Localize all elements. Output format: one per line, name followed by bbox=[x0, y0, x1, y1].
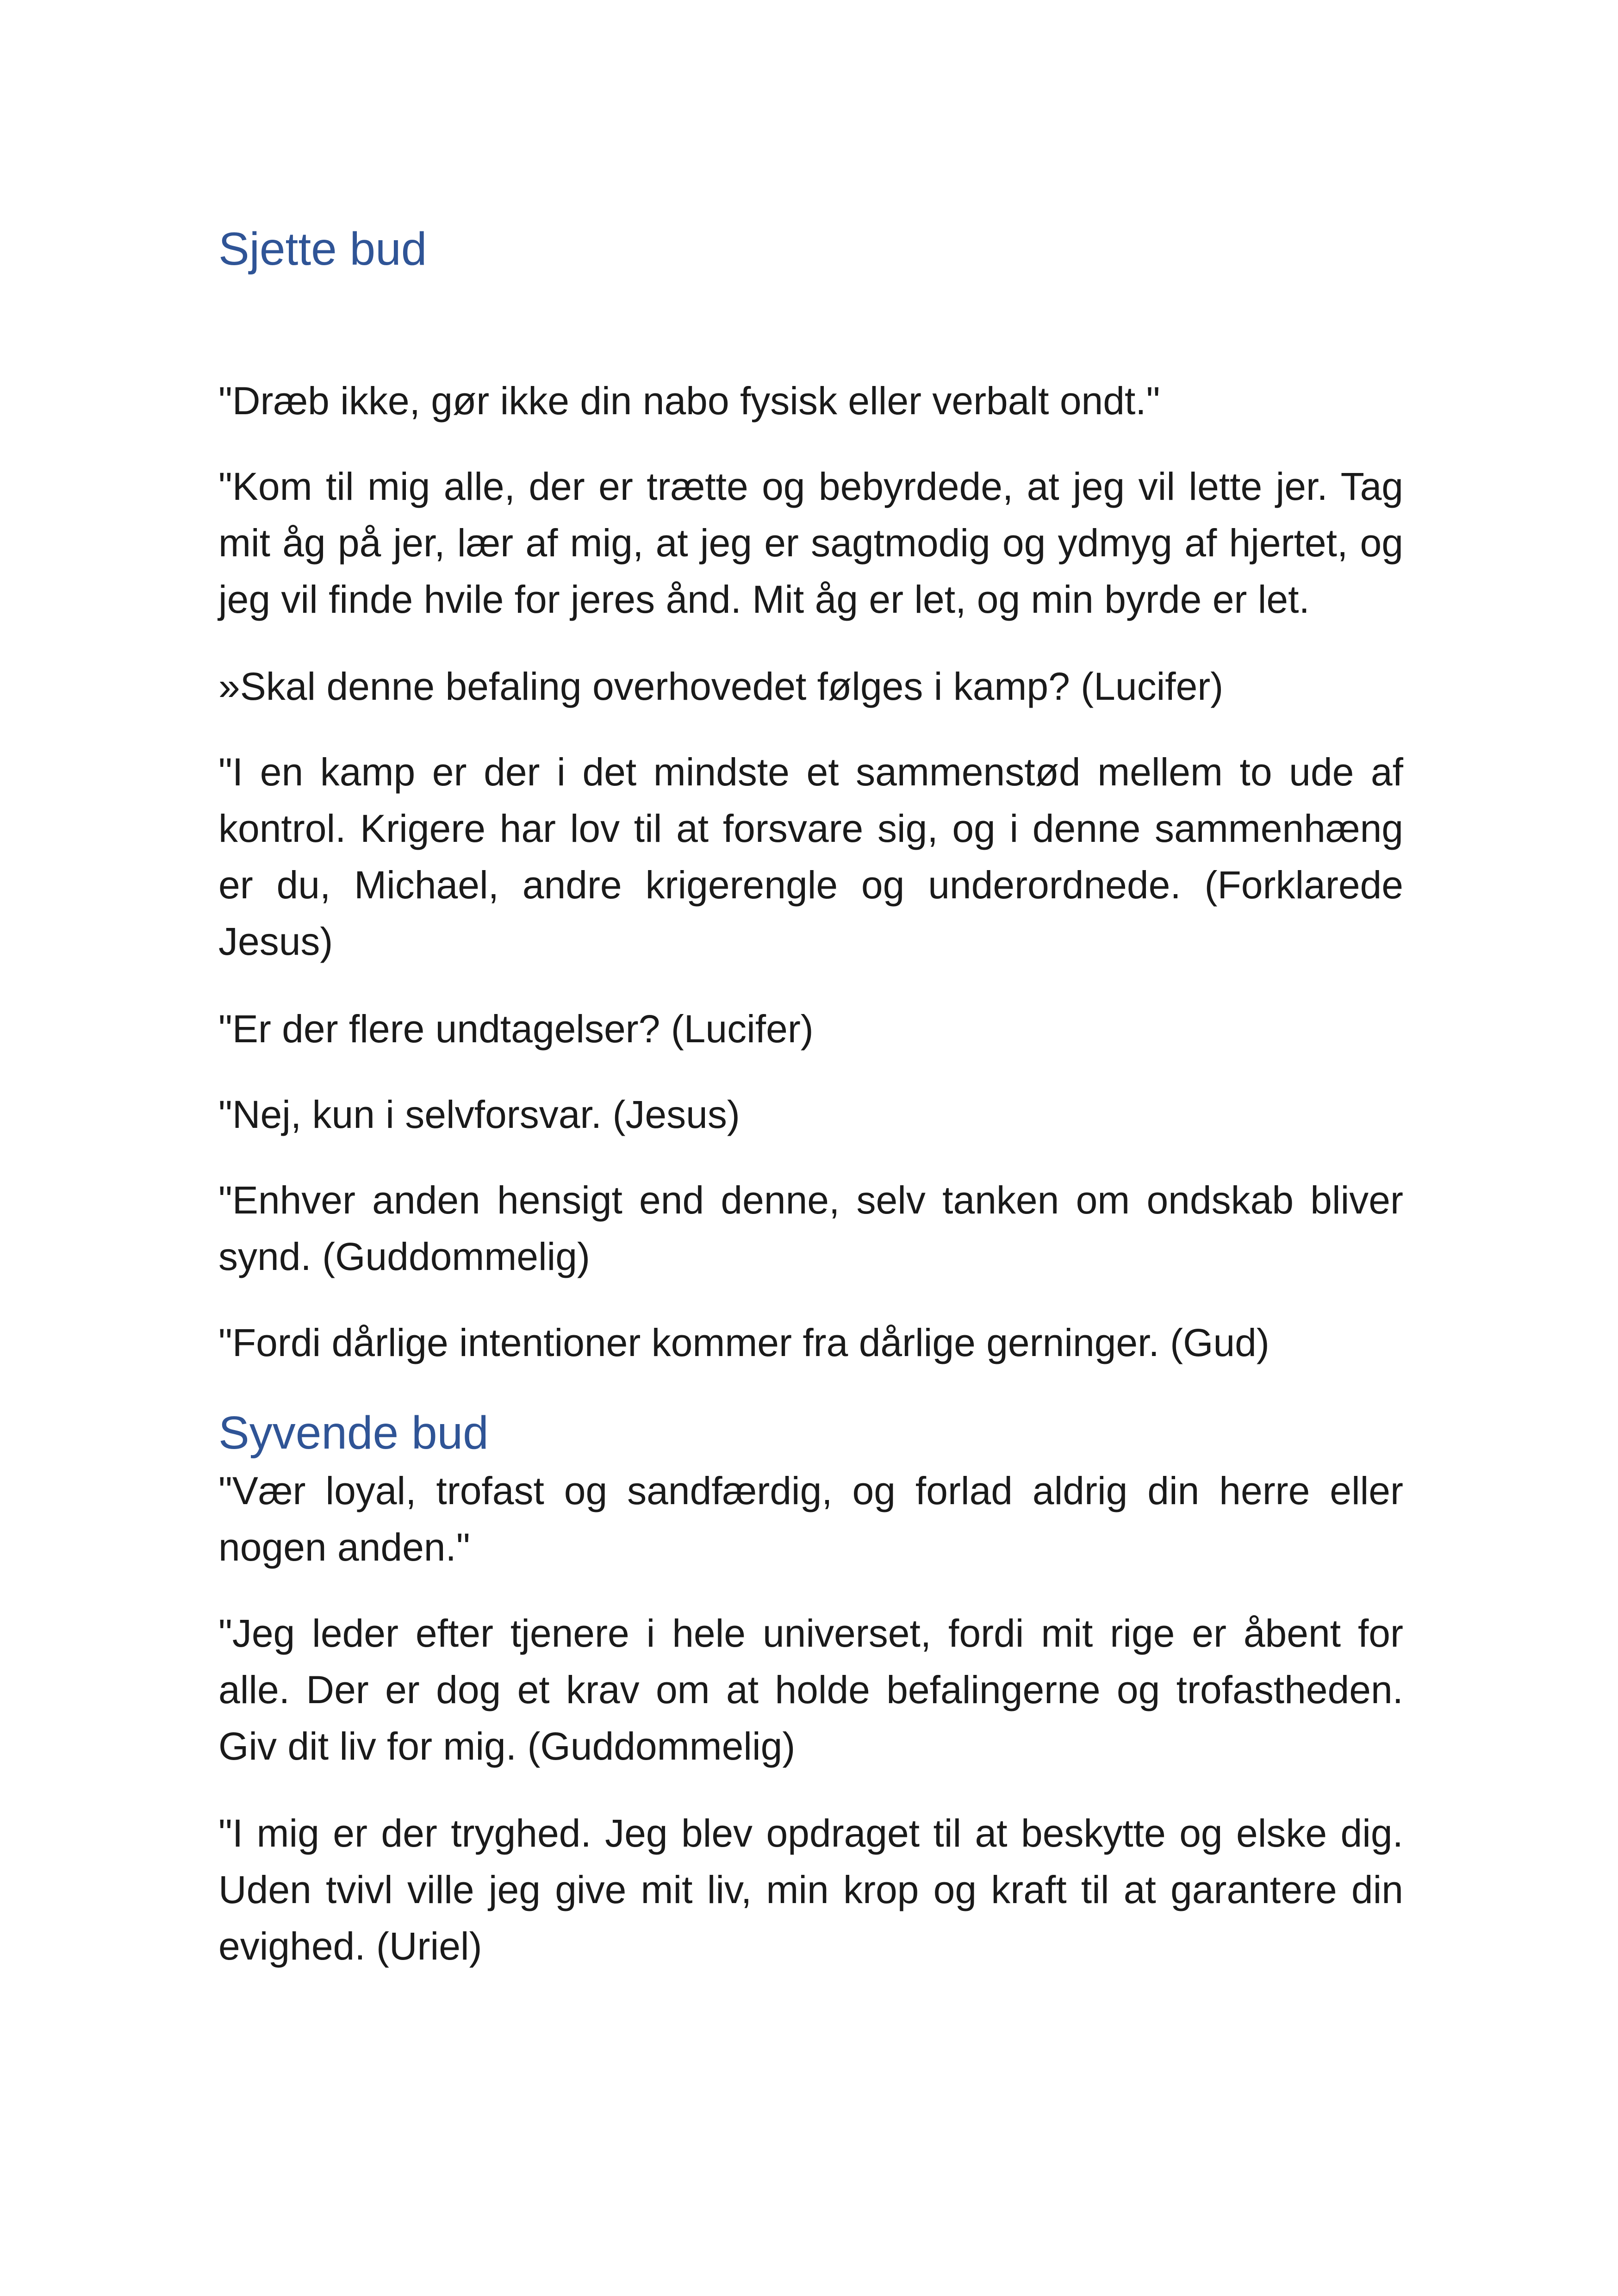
heading-sjette-bud: Sjette bud bbox=[218, 223, 427, 275]
paragraph: "Enhver anden hensigt end denne, selv tanken om ondskab bliver synd. (Guddommelig) bbox=[218, 1178, 1403, 1278]
paragraph: "I en kamp er der i det mindste et sammenstød mellem to ude af kontrol. Krigere har lov til at forsvare sig, og i denne sammenhæng er du, Michael, andre krigerengle og underordnede. (Forklarede Jesus) bbox=[218, 750, 1403, 963]
paragraph: "Dræb ikke, gør ikke din nabo fysisk eller verbalt ondt." bbox=[218, 379, 1160, 423]
paragraph: "Nej, kun i selvforsvar. (Jesus) bbox=[218, 1093, 740, 1136]
paragraph: "Fordi dårlige intentioner kommer fra dårlige gerninger. (Gud) bbox=[218, 1321, 1270, 1364]
paragraph: "Vær loyal, trofast og sandfærdig, og forlad aldrig din herre eller nogen anden." bbox=[218, 1469, 1403, 1569]
paragraph: »Skal denne befaling overhovedet følges i kamp? (Lucifer) bbox=[218, 665, 1224, 708]
paragraph: "Er der flere undtagelser? (Lucifer) bbox=[218, 1007, 814, 1051]
paragraph: "Kom til mig alle, der er trætte og bebyrdede, at jeg vil lette jer. Tag mit åg på jer, lær af mig, at jeg er sagtmodig og ydmyg af hjertet, og jeg vil finde hvile for jeres ånd. Mit åg er let, og min byrde er let. bbox=[218, 465, 1403, 621]
paragraph: "Jeg leder efter tjenere i hele universet, fordi mit rige er åbent for alle. Der er dog et krav om at holde befalingerne og trofastheden. Giv dit liv for mig. (Guddommelig) bbox=[218, 1612, 1403, 1768]
paragraph: "I mig er der tryghed. Jeg blev opdraget til at beskytte og elske dig. Uden tvivl ville jeg give mit liv, min krop og kraft til at garantere din evighed. (Uriel) bbox=[218, 1811, 1403, 1968]
heading-syvende-bud: Syvende bud bbox=[218, 1407, 489, 1459]
